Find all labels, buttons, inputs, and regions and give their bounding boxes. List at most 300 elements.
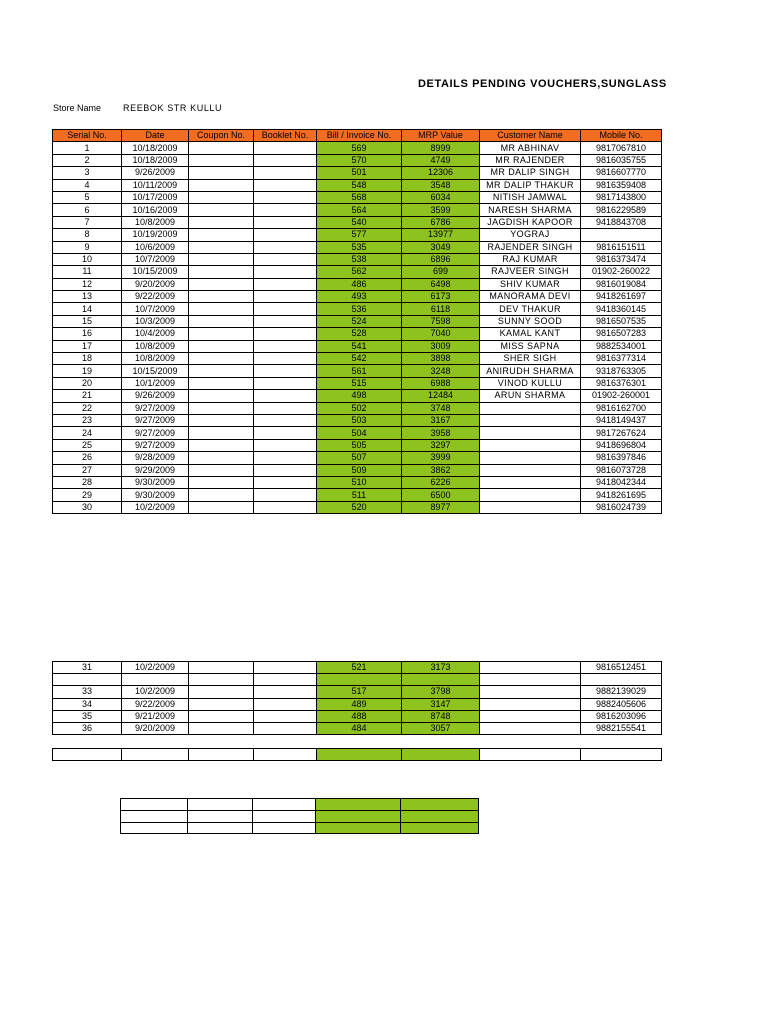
coupon-no-cell <box>189 402 254 414</box>
table-row <box>53 315 662 327</box>
coupon-no-cell <box>189 253 254 265</box>
customer-name-cell <box>480 452 581 464</box>
customer-name-cell <box>480 439 581 451</box>
bill-invoice-no-cell: 535 <box>317 241 402 253</box>
date-cell: 9/30/2009 <box>122 476 189 488</box>
serial-no-cell: 16 <box>53 328 122 340</box>
mrp-value-cell: 6118 <box>402 303 480 315</box>
customer-name-cell <box>480 722 581 734</box>
mobile-no-cell: 9817143800 <box>581 191 662 203</box>
mrp-value-cell: 3599 <box>402 204 480 216</box>
empty-bill-cell <box>316 810 401 822</box>
booklet-no-cell <box>254 328 317 340</box>
date-cell: 10/19/2009 <box>122 229 189 241</box>
coupon-no-cell <box>189 216 254 228</box>
serial-no-cell: 13 <box>53 291 122 303</box>
table-row <box>53 179 662 191</box>
table-row <box>53 154 662 166</box>
serial-no-cell: 28 <box>53 476 122 488</box>
bill-invoice-no-cell: 510 <box>317 476 402 488</box>
table-row <box>121 799 479 811</box>
mobile-no-cell: 9817267624 <box>581 427 662 439</box>
booklet-no-cell <box>254 452 317 464</box>
date-cell: 10/11/2009 <box>122 179 189 191</box>
coupon-no-cell <box>189 241 254 253</box>
date-cell: 9/26/2009 <box>122 390 189 402</box>
bill-invoice-no-cell: 542 <box>317 353 402 365</box>
mobile-no-cell: 9816607770 <box>581 167 662 179</box>
empty-cell <box>189 749 254 761</box>
date-cell: 10/15/2009 <box>122 365 189 377</box>
coupon-no-cell <box>189 710 254 722</box>
bill-invoice-no-cell: 540 <box>317 216 402 228</box>
coupon-no-cell <box>189 698 254 710</box>
serial-no-cell: 25 <box>53 439 122 451</box>
date-cell: 9/20/2009 <box>122 278 189 290</box>
bill-invoice-no-cell: 501 <box>317 167 402 179</box>
date-cell: 9/26/2009 <box>122 167 189 179</box>
booklet-no-cell <box>254 476 317 488</box>
serial-no-cell: 33 <box>53 686 122 698</box>
serial-no-cell: 35 <box>53 710 122 722</box>
mobile-no-cell: 9816203096 <box>581 710 662 722</box>
bill-invoice-no-cell: 507 <box>317 452 402 464</box>
empty-cell <box>121 822 188 834</box>
booklet-no-cell <box>254 241 317 253</box>
mrp-value-cell: 6896 <box>402 253 480 265</box>
mobile-no-cell: 9418261695 <box>581 489 662 501</box>
customer-name-cell: NITISH JAMWAL <box>480 191 581 203</box>
empty-row-table <box>52 748 662 761</box>
report-title: DETAILS PENDING VOUCHERS,SUNGLASS <box>418 78 667 90</box>
booklet-no-cell <box>254 686 317 698</box>
table-row <box>121 822 479 834</box>
mobile-no-cell: 9816507283 <box>581 328 662 340</box>
coupon-no-cell <box>189 439 254 451</box>
date-cell: 9/27/2009 <box>122 402 189 414</box>
header-coupon-no: Coupon No. <box>189 130 254 142</box>
mrp-value-cell: 3297 <box>402 439 480 451</box>
mrp-value-cell: 3748 <box>402 402 480 414</box>
customer-name-cell: RAJ KUMAR <box>480 253 581 265</box>
empty-cell <box>253 799 316 811</box>
booklet-no-cell <box>254 191 317 203</box>
header-booklet-no: Booklet No. <box>254 130 317 142</box>
bill-invoice-no-cell: 538 <box>317 253 402 265</box>
customer-name-cell <box>480 698 581 710</box>
mobile-no-cell: 9817067810 <box>581 142 662 154</box>
booklet-no-cell <box>254 340 317 352</box>
mobile-no-cell: 9418360145 <box>581 303 662 315</box>
booklet-no-cell <box>254 154 317 166</box>
table-row <box>53 377 662 389</box>
empty-cell <box>53 749 122 761</box>
bill-invoice-no-cell: 561 <box>317 365 402 377</box>
booklet-no-cell <box>254 204 317 216</box>
mrp-value-cell: 6034 <box>402 191 480 203</box>
mobile-no-cell <box>581 674 662 686</box>
date-cell: 10/2/2009 <box>122 662 189 674</box>
pending-vouchers-table-continued <box>52 661 662 735</box>
mobile-no-cell: 9816162700 <box>581 402 662 414</box>
empty-mrp-cell <box>402 749 480 761</box>
mobile-no-cell <box>581 229 662 241</box>
mrp-value-cell: 699 <box>402 266 480 278</box>
bill-invoice-no-cell: 541 <box>317 340 402 352</box>
header-date: Date <box>122 130 189 142</box>
coupon-no-cell <box>189 340 254 352</box>
mrp-value-cell: 3147 <box>402 698 480 710</box>
mobile-no-cell: 01902-260022 <box>581 266 662 278</box>
coupon-no-cell <box>189 377 254 389</box>
coupon-no-cell <box>189 179 254 191</box>
empty-cell <box>121 799 188 811</box>
booklet-no-cell <box>254 142 317 154</box>
mobile-no-cell: 9816377314 <box>581 353 662 365</box>
customer-name-cell: NARESH SHARMA <box>480 204 581 216</box>
mobile-no-cell: 01902-260001 <box>581 390 662 402</box>
booklet-no-cell <box>254 278 317 290</box>
serial-no-cell: 36 <box>53 722 122 734</box>
bill-invoice-no-cell: 568 <box>317 191 402 203</box>
bill-invoice-no-cell: 524 <box>317 315 402 327</box>
date-cell: 9/21/2009 <box>122 710 189 722</box>
booklet-no-cell <box>254 353 317 365</box>
date-cell: 9/27/2009 <box>122 427 189 439</box>
mobile-no-cell: 9816359408 <box>581 179 662 191</box>
mobile-no-cell: 9418261697 <box>581 291 662 303</box>
empty-bill-cell <box>316 799 401 811</box>
customer-name-cell: MR DALIP SINGH <box>480 167 581 179</box>
coupon-no-cell <box>189 154 254 166</box>
empty-mrp-cell <box>401 810 479 822</box>
serial-no-cell: 1 <box>53 142 122 154</box>
table-row <box>53 501 662 513</box>
customer-name-cell: MANORAMA DEVI <box>480 291 581 303</box>
mrp-value-cell: 7598 <box>402 315 480 327</box>
mrp-value-cell: 3057 <box>402 722 480 734</box>
table-row <box>53 698 662 710</box>
mobile-no-cell: 9882405606 <box>581 698 662 710</box>
mobile-no-cell: 9418042344 <box>581 476 662 488</box>
serial-no-cell <box>53 674 122 686</box>
serial-no-cell: 26 <box>53 452 122 464</box>
bill-invoice-no-cell: 502 <box>317 402 402 414</box>
customer-name-cell: MR ABHINAV <box>480 142 581 154</box>
date-cell: 10/6/2009 <box>122 241 189 253</box>
date-cell: 10/17/2009 <box>122 191 189 203</box>
serial-no-cell: 24 <box>53 427 122 439</box>
mrp-value-cell: 8748 <box>402 710 480 722</box>
serial-no-cell: 8 <box>53 229 122 241</box>
mrp-value-cell: 3862 <box>402 464 480 476</box>
booklet-no-cell <box>254 229 317 241</box>
bill-invoice-no-cell: 528 <box>317 328 402 340</box>
bill-invoice-no-cell: 489 <box>317 698 402 710</box>
mobile-no-cell: 9816073728 <box>581 464 662 476</box>
table-row <box>53 390 662 402</box>
date-cell: 10/3/2009 <box>122 315 189 327</box>
date-cell: 9/22/2009 <box>122 698 189 710</box>
coupon-no-cell <box>189 266 254 278</box>
bill-invoice-no-cell: 564 <box>317 204 402 216</box>
date-cell: 10/7/2009 <box>122 253 189 265</box>
mrp-value-cell: 3049 <box>402 241 480 253</box>
bill-invoice-no-cell: 521 <box>317 662 402 674</box>
booklet-no-cell <box>254 253 317 265</box>
booklet-no-cell <box>254 402 317 414</box>
empty-bill-cell <box>316 822 401 834</box>
date-cell: 9/20/2009 <box>122 722 189 734</box>
customer-name-cell: SUNNY SOOD <box>480 315 581 327</box>
pending-vouchers-table <box>52 129 662 514</box>
booklet-no-cell <box>254 390 317 402</box>
date-cell: 9/27/2009 <box>122 414 189 426</box>
bill-invoice-no-cell: 548 <box>317 179 402 191</box>
serial-no-cell: 14 <box>53 303 122 315</box>
serial-no-cell: 12 <box>53 278 122 290</box>
serial-no-cell: 17 <box>53 340 122 352</box>
serial-no-cell: 30 <box>53 501 122 513</box>
customer-name-cell <box>480 501 581 513</box>
bill-invoice-no-cell: 503 <box>317 414 402 426</box>
serial-no-cell: 15 <box>53 315 122 327</box>
coupon-no-cell <box>189 674 254 686</box>
customer-name-cell: RAJENDER SINGH <box>480 241 581 253</box>
serial-no-cell: 20 <box>53 377 122 389</box>
table-row <box>53 253 662 265</box>
booklet-no-cell <box>254 464 317 476</box>
table-row <box>53 402 662 414</box>
customer-name-cell: VINOD KULLU <box>480 377 581 389</box>
bill-invoice-no-cell: 486 <box>317 278 402 290</box>
table-row <box>53 229 662 241</box>
mrp-value-cell: 3999 <box>402 452 480 464</box>
table-row <box>53 427 662 439</box>
mobile-no-cell: 9318763305 <box>581 365 662 377</box>
header-mrp-value: MRP Value <box>402 130 480 142</box>
empty-bill-cell <box>317 749 402 761</box>
coupon-no-cell <box>189 662 254 674</box>
date-cell: 10/2/2009 <box>122 501 189 513</box>
table-row <box>53 191 662 203</box>
customer-name-cell: DEV THAKUR <box>480 303 581 315</box>
coupon-no-cell <box>189 278 254 290</box>
serial-no-cell: 10 <box>53 253 122 265</box>
coupon-no-cell <box>189 427 254 439</box>
coupon-no-cell <box>189 489 254 501</box>
table-row <box>53 216 662 228</box>
bill-invoice-no-cell: 484 <box>317 722 402 734</box>
mobile-no-cell: 9816507535 <box>581 315 662 327</box>
empty-cell <box>254 749 317 761</box>
bill-invoice-no-cell: 520 <box>317 501 402 513</box>
booklet-no-cell <box>254 216 317 228</box>
customer-name-cell <box>480 476 581 488</box>
table-row <box>53 476 662 488</box>
bill-invoice-no-cell: 509 <box>317 464 402 476</box>
table-row <box>53 291 662 303</box>
customer-name-cell: MR RAJENDER <box>480 154 581 166</box>
table-row <box>53 266 662 278</box>
customer-name-cell <box>480 686 581 698</box>
table-row <box>53 662 662 674</box>
customer-name-cell: SHER SIGH <box>480 353 581 365</box>
booklet-no-cell <box>254 167 317 179</box>
header-bill-invoice-no: Bill / Invoice No. <box>317 130 402 142</box>
booklet-no-cell <box>254 377 317 389</box>
customer-name-cell <box>480 402 581 414</box>
booklet-no-cell <box>254 365 317 377</box>
store-name-value: REEBOK STR KULLU <box>123 103 223 113</box>
table-row <box>53 414 662 426</box>
serial-no-cell: 19 <box>53 365 122 377</box>
serial-no-cell: 2 <box>53 154 122 166</box>
table-row <box>53 686 662 698</box>
date-cell: 10/4/2009 <box>122 328 189 340</box>
mrp-value-cell: 12306 <box>402 167 480 179</box>
table-row <box>53 204 662 216</box>
table-row <box>53 340 662 352</box>
bill-invoice-no-cell: 504 <box>317 427 402 439</box>
coupon-no-cell <box>189 501 254 513</box>
table-row <box>53 722 662 734</box>
mobile-no-cell: 9816373474 <box>581 253 662 265</box>
booklet-no-cell <box>254 427 317 439</box>
customer-name-cell <box>480 674 581 686</box>
mobile-no-cell: 9882139029 <box>581 686 662 698</box>
coupon-no-cell <box>189 476 254 488</box>
bill-invoice-no-cell <box>317 674 402 686</box>
bill-invoice-no-cell: 505 <box>317 439 402 451</box>
mobile-no-cell: 9418843708 <box>581 216 662 228</box>
mrp-value-cell: 3248 <box>402 365 480 377</box>
booklet-no-cell <box>254 722 317 734</box>
table-row <box>53 142 662 154</box>
table-row <box>53 353 662 365</box>
coupon-no-cell <box>189 390 254 402</box>
mrp-value-cell: 3898 <box>402 353 480 365</box>
booklet-no-cell <box>254 501 317 513</box>
empty-cell <box>480 749 581 761</box>
empty-mrp-cell <box>401 799 479 811</box>
empty-cell <box>253 822 316 834</box>
customer-name-cell: MISS SAPNA <box>480 340 581 352</box>
table-row <box>53 439 662 451</box>
coupon-no-cell <box>189 464 254 476</box>
table-row <box>53 489 662 501</box>
coupon-no-cell <box>189 353 254 365</box>
customer-name-cell: JAGDISH KAPOOR <box>480 216 581 228</box>
empty-mrp-cell <box>401 822 479 834</box>
mrp-value-cell: 12484 <box>402 390 480 402</box>
mobile-no-cell: 9882534001 <box>581 340 662 352</box>
mrp-value-cell <box>402 674 480 686</box>
mrp-value-cell: 6786 <box>402 216 480 228</box>
serial-no-cell: 7 <box>53 216 122 228</box>
booklet-no-cell <box>254 179 317 191</box>
customer-name-cell <box>480 464 581 476</box>
customer-name-cell: RAJVEER SINGH <box>480 266 581 278</box>
mrp-value-cell: 3173 <box>402 662 480 674</box>
coupon-no-cell <box>189 452 254 464</box>
mobile-no-cell: 9816229589 <box>581 204 662 216</box>
date-cell: 10/18/2009 <box>122 142 189 154</box>
bill-invoice-no-cell: 515 <box>317 377 402 389</box>
mrp-value-cell: 8977 <box>402 501 480 513</box>
customer-name-cell: YOGRAJ <box>480 229 581 241</box>
empty-cell <box>188 810 253 822</box>
coupon-no-cell <box>189 291 254 303</box>
table-row <box>53 365 662 377</box>
mrp-value-cell: 4749 <box>402 154 480 166</box>
bill-invoice-no-cell: 562 <box>317 266 402 278</box>
table-row <box>53 452 662 464</box>
table-row <box>53 278 662 290</box>
serial-no-cell: 5 <box>53 191 122 203</box>
mobile-no-cell: 9816019084 <box>581 278 662 290</box>
coupon-no-cell <box>189 191 254 203</box>
empty-cell <box>122 749 189 761</box>
customer-name-cell <box>480 414 581 426</box>
store-name-label: Store Name <box>53 103 102 113</box>
header-customer-name: Customer Name <box>480 130 581 142</box>
serial-no-cell: 11 <box>53 266 122 278</box>
date-cell: 10/8/2009 <box>122 353 189 365</box>
bill-invoice-no-cell: 536 <box>317 303 402 315</box>
coupon-no-cell <box>189 722 254 734</box>
serial-no-cell: 27 <box>53 464 122 476</box>
mobile-no-cell: 9418149437 <box>581 414 662 426</box>
customer-name-cell: KAMAL KANT <box>480 328 581 340</box>
date-cell: 10/18/2009 <box>122 154 189 166</box>
date-cell: 9/29/2009 <box>122 464 189 476</box>
booklet-no-cell <box>254 291 317 303</box>
table-row <box>53 303 662 315</box>
table-row <box>53 328 662 340</box>
empty-cell <box>581 749 662 761</box>
date-cell: 10/2/2009 <box>122 686 189 698</box>
bill-invoice-no-cell: 511 <box>317 489 402 501</box>
booklet-no-cell <box>254 414 317 426</box>
customer-name-cell <box>480 710 581 722</box>
empty-cell <box>188 822 253 834</box>
serial-no-cell: 31 <box>53 662 122 674</box>
mrp-value-cell: 3798 <box>402 686 480 698</box>
serial-no-cell: 18 <box>53 353 122 365</box>
mrp-value-cell: 6988 <box>402 377 480 389</box>
mobile-no-cell: 9816512451 <box>581 662 662 674</box>
header-row <box>53 130 662 142</box>
bill-invoice-no-cell: 517 <box>317 686 402 698</box>
table-row <box>121 810 479 822</box>
coupon-no-cell <box>189 229 254 241</box>
mrp-value-cell: 13977 <box>402 229 480 241</box>
mrp-value-cell: 8999 <box>402 142 480 154</box>
booklet-no-cell <box>254 266 317 278</box>
mobile-no-cell: 9816035755 <box>581 154 662 166</box>
date-cell: 9/27/2009 <box>122 439 189 451</box>
serial-no-cell: 23 <box>53 414 122 426</box>
mobile-no-cell: 9816151511 <box>581 241 662 253</box>
bill-invoice-no-cell: 570 <box>317 154 402 166</box>
mobile-no-cell: 9816024739 <box>581 501 662 513</box>
coupon-no-cell <box>189 365 254 377</box>
customer-name-cell: SHIV KUMAR <box>480 278 581 290</box>
table-row <box>53 749 662 761</box>
table-row <box>53 241 662 253</box>
mrp-value-cell: 3167 <box>402 414 480 426</box>
